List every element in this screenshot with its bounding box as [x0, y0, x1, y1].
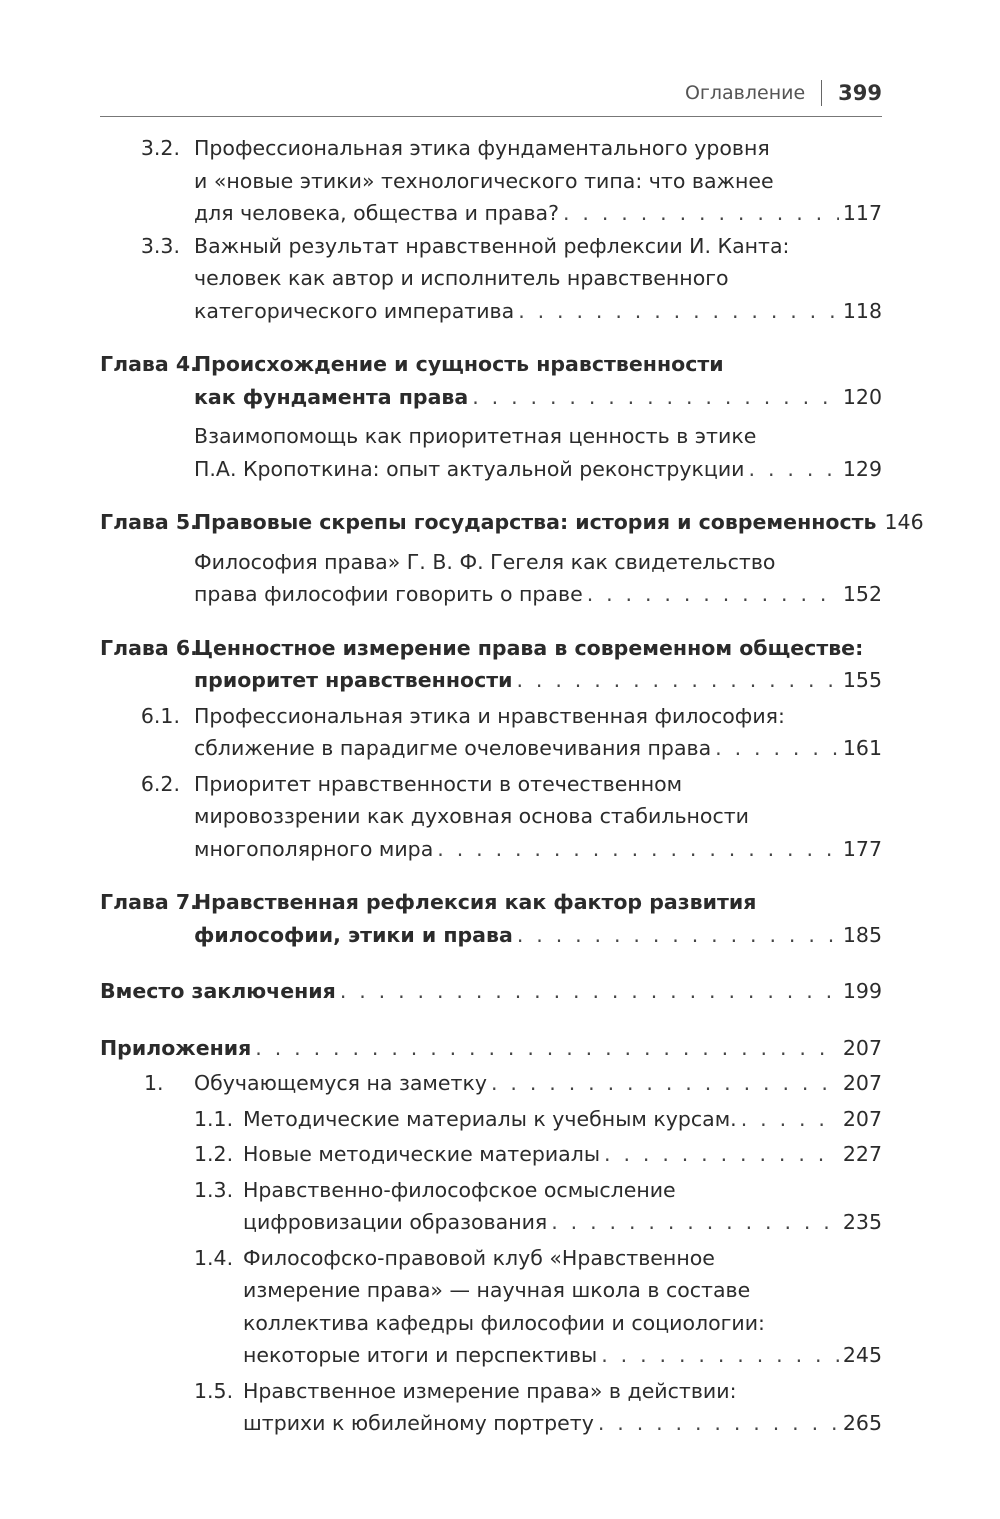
- entry-label: 1.5.: [194, 1378, 234, 1403]
- dot-leader: [587, 578, 839, 611]
- running-header: [685, 80, 882, 106]
- entry-title-line: [194, 262, 882, 295]
- entry-title-line: [243, 1103, 882, 1136]
- entry-page-number: 118: [842, 298, 882, 323]
- entry-page-number: 265: [842, 1411, 882, 1435]
- entry-title-text: Происхождение и сущность нравственности: [194, 352, 724, 376]
- toc-appendices[interactable]: [100, 1032, 882, 1065]
- entry-page-number: 177: [842, 836, 882, 861]
- entry-title-text: многополярного мира: [194, 836, 434, 861]
- toc-chapter-6[interactable]: [100, 632, 882, 697]
- entry-title-text: мировоззрении как духовная основа стабильности: [194, 804, 750, 828]
- toc-entry-6-1[interactable]: [100, 700, 882, 765]
- entry-title-line: [100, 1032, 882, 1065]
- header-page-number: 399: [838, 81, 882, 105]
- dot-leader: [518, 295, 839, 328]
- entry-title-text: Правовые скрепы государства: история и современность: [194, 510, 877, 534]
- entry-label: 1.3.: [194, 1177, 234, 1202]
- dot-leader: [551, 1206, 839, 1239]
- entry-title-line: [194, 700, 882, 733]
- toc-chapter-5[interactable]: [100, 506, 924, 539]
- entry-page-number: 120: [842, 384, 882, 409]
- entry-page-number: 207: [842, 1035, 882, 1060]
- entry-title-text: приоритет нравственности: [194, 668, 513, 692]
- entry-title-line: [194, 833, 882, 866]
- entry-title-line: [194, 768, 882, 801]
- entry-title-line: [194, 800, 882, 833]
- entry-title-text: человек как автор и исполнитель нравственного: [194, 266, 729, 290]
- dot-leader: [563, 197, 839, 230]
- toc-entry-chapter5-sub[interactable]: [100, 546, 882, 611]
- entry-title-line: [243, 1138, 882, 1171]
- entry-title-text: штрихи к юбилейному портрету: [243, 1411, 594, 1435]
- entry-title-text: Взаимопомощь как приоритетная ценность в этике: [194, 424, 757, 448]
- entry-title-text: категорического императива: [194, 298, 515, 323]
- dot-leader: [517, 664, 839, 697]
- entry-title-text: как фундамента права: [194, 384, 469, 409]
- entry-page-number: 185: [842, 922, 882, 947]
- entry-label: 6.2.: [140, 771, 180, 796]
- entry-title-text: Ценностное измерение права в современном обществе:: [194, 635, 864, 660]
- header-divider: [821, 80, 822, 106]
- entry-title-text: и «новые этики» технологического типа: что важнее: [194, 168, 774, 193]
- entry-title-line: [194, 381, 882, 414]
- dot-leader: [749, 453, 839, 486]
- header-section-title: Оглавление: [684, 82, 806, 104]
- entry-page-number: 146: [884, 510, 924, 534]
- entry-label: 3.2.: [140, 136, 180, 160]
- entry-title-line: [194, 919, 882, 952]
- toc-entry-6-2[interactable]: [100, 768, 882, 866]
- entry-title-line: [194, 230, 882, 263]
- entry-title-text: Философия права» Г. В. Ф. Гегеля как свидетельство: [194, 549, 776, 574]
- entry-title-text: для человека, общества и права?: [194, 201, 559, 225]
- entry-title-text: цифровизации образования: [243, 1210, 548, 1234]
- entry-title-line: [194, 886, 882, 919]
- toc-conclusion[interactable]: [100, 975, 882, 1008]
- entry-title-text: некоторые итоги и перспективы: [243, 1343, 598, 1367]
- entry-title-text: Приложения: [100, 1035, 252, 1060]
- entry-page-number: 207: [842, 1071, 882, 1095]
- entry-title-line: [243, 1407, 882, 1440]
- entry-title-text: Вместо заключения: [100, 979, 336, 1003]
- toc-entry-1-2[interactable]: [100, 1138, 882, 1171]
- header-rule: [100, 116, 882, 117]
- entry-title-text: Профессиональная этика фундаментального уровня: [194, 136, 770, 160]
- entry-title-text: сближение в парадигме очеловечивания права: [194, 736, 712, 760]
- entry-title-line: [243, 1307, 882, 1340]
- dot-leader: [517, 919, 839, 952]
- entry-title-line: [194, 546, 882, 579]
- entry-page-number: 155: [842, 668, 882, 692]
- entry-page-number: 129: [842, 456, 882, 481]
- entry-page-number: 227: [842, 1142, 882, 1166]
- entry-title-line: [194, 578, 882, 611]
- entry-title-text: Нравственная рефлексия как фактор развития: [194, 890, 757, 914]
- entry-label: 6.1.: [140, 703, 180, 728]
- entry-title-line: [194, 453, 882, 486]
- toc-entry-1-5[interactable]: [100, 1375, 882, 1440]
- toc-entry-3-3[interactable]: [100, 230, 882, 328]
- entry-title-text: Важный результат нравственной рефлексии И. Канта:: [194, 233, 790, 258]
- entry-title-text: Философско-правовой клуб «Нравственное: [243, 1245, 715, 1270]
- entry-page-number: 245: [842, 1343, 882, 1367]
- toc-entry-1[interactable]: [100, 1067, 882, 1100]
- entry-title-text: Обучающемуся на заметку: [194, 1071, 487, 1095]
- entry-title-line: [194, 632, 882, 665]
- dot-leader: [437, 833, 839, 866]
- entry-title-line: [194, 1067, 882, 1100]
- entry-title-text: Профессиональная этика и нравственная философия:: [194, 703, 785, 728]
- table-of-contents: [100, 132, 924, 1440]
- entry-title-line: [194, 197, 882, 230]
- entry-page-number: 235: [842, 1210, 882, 1234]
- entry-title-line: [194, 295, 882, 328]
- entry-label: Глава 6.: [100, 635, 198, 660]
- entry-title-line: [194, 348, 882, 381]
- dot-leader: [491, 1067, 839, 1100]
- entry-label: 1.1.: [194, 1106, 234, 1131]
- entry-title-line: [194, 165, 882, 198]
- dot-leader: [472, 381, 839, 414]
- entry-title-line: [243, 1375, 882, 1408]
- entry-title-line: [194, 664, 882, 697]
- dot-leader: [601, 1339, 839, 1372]
- entry-page-number: 207: [842, 1106, 882, 1131]
- entry-title-line: [194, 420, 882, 453]
- entry-title-text: Методические материалы к учебным курсам.: [243, 1106, 737, 1131]
- toc-entry-chapter4-sub[interactable]: [100, 420, 882, 485]
- entry-title-line: [243, 1242, 882, 1275]
- toc-entry-1-3[interactable]: [100, 1174, 882, 1239]
- entry-title-line: [194, 132, 882, 165]
- entry-page-number: 199: [842, 979, 882, 1003]
- entry-title-text: права философии говорить о праве: [194, 582, 583, 606]
- entry-title-line: [243, 1339, 882, 1372]
- dot-leader: [255, 1032, 839, 1065]
- entry-title-text: П.А. Кропоткина: опыт актуальной реконструкции: [194, 456, 745, 481]
- entry-title-line: [194, 732, 882, 765]
- toc-chapter-7[interactable]: [100, 886, 882, 951]
- entry-title-line: [243, 1274, 882, 1307]
- entry-label: 1.4.: [194, 1245, 234, 1270]
- dot-leader: [715, 732, 839, 765]
- dot-leader: [340, 975, 839, 1008]
- entry-page-number: 117: [842, 201, 882, 225]
- toc-entry-1-1[interactable]: [100, 1103, 882, 1136]
- dot-leader: [598, 1407, 839, 1440]
- entry-label: 1.: [144, 1071, 164, 1095]
- entry-title-text: философии, этики и права: [194, 922, 513, 947]
- entry-title-line: [100, 975, 882, 1008]
- entry-title-text: Новые методические материалы: [243, 1142, 601, 1166]
- entry-label: 3.3.: [140, 233, 180, 258]
- toc-chapter-4[interactable]: [100, 348, 882, 413]
- entry-title-text: коллектива кафедры философии и социологии:: [243, 1310, 765, 1335]
- entry-title-text: Приоритет нравственности в отечественном: [194, 771, 683, 796]
- toc-entry-1-4[interactable]: [100, 1242, 882, 1372]
- entry-title-line: [243, 1206, 882, 1239]
- dot-leader: [741, 1103, 839, 1136]
- entry-label: Глава 5.: [100, 510, 198, 534]
- dot-leader: [604, 1138, 839, 1171]
- entry-title-text: измерение права» — научная школа в составе: [243, 1278, 751, 1302]
- entry-label: Глава 7.: [100, 890, 198, 914]
- entry-title-text: Нравственное измерение права» в действии:: [243, 1378, 737, 1403]
- toc-entry-3-2[interactable]: [100, 132, 882, 230]
- entry-label: 1.2.: [194, 1142, 234, 1166]
- entry-title-text: Нравственно-философское осмысление: [243, 1177, 676, 1202]
- entry-page-number: 152: [842, 582, 882, 606]
- entry-title-line: [243, 1174, 882, 1207]
- entry-page-number: 161: [842, 736, 882, 760]
- entry-title-line: [194, 506, 924, 539]
- entry-label: Глава 4.: [100, 352, 198, 376]
